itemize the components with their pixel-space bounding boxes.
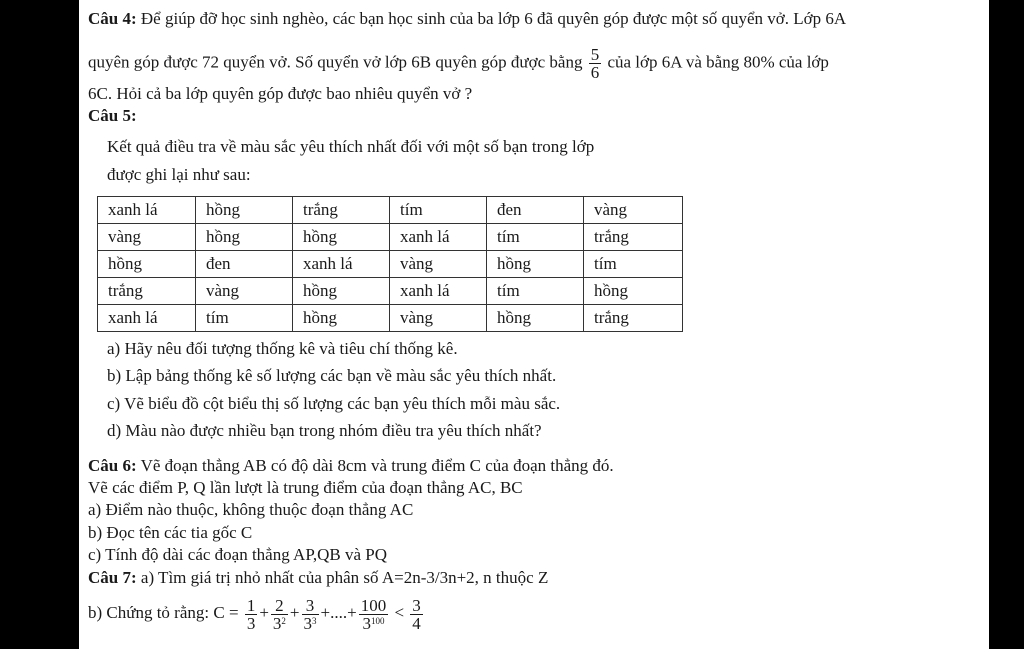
q7-c-equals: C = [213,603,239,622]
table-cell: vàng [196,278,293,305]
q4-fraction-denominator: 6 [590,63,600,82]
cropped-top-text-fragment [79,0,989,3]
q7-series-term [245,597,258,632]
table-cell: xanh lá [98,305,196,332]
q7-term-denominator [271,615,288,632]
table-cell: tím [584,251,683,278]
q4-label: Câu 4: [88,9,137,28]
color-survey-table [97,196,683,332]
q7-term-base: 3 [272,613,282,633]
q6-line-2: Vẽ các điểm P, Q lần lượt là trung điểm của đoạn thẳng AC, BC [88,478,523,497]
q4-line-2 [88,46,829,81]
q7-rhs-numerator: 3 [412,595,421,615]
table-cell: tím [196,305,293,332]
q7-term-base: 3 [246,613,256,633]
table-cell: xanh lá [293,251,390,278]
table-cell: đen [487,197,584,224]
table-cell: trắng [98,278,196,305]
q5-part-a: a) Hãy nêu đối tượng thống kê và tiêu chí thống kê. [107,339,458,358]
q7-part-a: a) Tìm giá trị nhỏ nhất của phân số A=2n-3/3n+2, n thuộc Z [140,568,549,587]
q7-term-denominator [359,615,389,632]
q4-text-2b: của lớp 6A và bằng 80% của lớp [607,52,829,72]
q5-label: Câu 5: [88,106,137,125]
q7-term-denominator [302,615,319,632]
table-cell: hồng [98,251,196,278]
table-cell: trắng [584,305,683,332]
q7-series-term [302,597,319,632]
table-cell: hồng [487,251,584,278]
q5-intro-2: được ghi lại như sau: [107,165,251,184]
q5-part-d: d) Màu nào được nhiều bạn trong nhóm điều tra yêu thích nhất? [107,421,542,440]
q5-intro-1: Kết quả điều tra về màu sắc yêu thích nhất đối với một số bạn trong lớp [107,137,595,156]
q7-line-b [88,593,425,633]
q4-fraction-numerator: 5 [590,45,600,64]
table-cell: vàng [390,251,487,278]
q7-rhs-denominator: 4 [412,613,421,633]
table-row [98,278,683,305]
q5-part-c: c) Vẽ biểu đồ cột biểu thị số lượng các bạn yêu thích mỗi màu sắc. [107,394,561,413]
q6-text-1: Vẽ đoạn thẳng AB có độ dài 8cm và trung điểm C của đoạn thẳng đó. [140,456,614,475]
q7-term-denominator [245,615,258,632]
table-cell: hồng [293,224,390,251]
table-cell: hồng [293,278,390,305]
q7-term-base: 3 [362,613,371,633]
q7-line-a [88,568,548,588]
q6-line-1 [88,456,614,476]
table-row [98,224,683,251]
table-cell: hồng [293,305,390,332]
table-cell: hồng [196,197,293,224]
q7-series-ellipsis: +....+ [320,603,357,622]
q7-series-term [359,597,389,632]
q4-text-2a: quyên góp được 72 quyển vở. Số quyển vở lớp 6B quyên góp được bằng [88,52,583,72]
q7-term-exponent: 100 [370,615,385,626]
table-cell: đen [196,251,293,278]
q7-term-numerator: 3 [302,597,319,615]
table-cell: vàng [390,305,487,332]
table-row [98,251,683,278]
table-cell: tím [487,278,584,305]
left-black-margin [0,0,79,649]
q7-series [243,595,390,633]
q7-part-b-prefix: b) Chứng tỏ rằng: [88,603,210,622]
table-cell: tím [390,197,487,224]
q4-line-3: 6C. Hỏi cả ba lớp quyên góp được bao nhiêu quyển vở ? [88,84,473,103]
table-row [98,305,683,332]
table-cell: xanh lá [390,224,487,251]
table-cell: trắng [293,197,390,224]
q7-series-plus: + [259,603,269,622]
table-cell: xanh lá [98,197,196,224]
table-cell: vàng [584,197,683,224]
q7-term-numerator: 1 [246,595,256,615]
q6-part-c: c) Tính độ dài các đoạn thẳng AP,QB và PQ [88,545,388,564]
document-page [79,0,989,649]
q4-fraction [589,46,602,81]
q7-term-exponent: 2 [281,615,286,626]
q6-part-b: b) Đọc tên các tia gốc C [88,523,253,542]
q7-series-plus: + [289,603,300,622]
q6-label: Câu 6: [88,456,137,475]
q7-term-exponent: 3 [312,615,317,626]
table-row [98,197,683,224]
q7-label: Câu 7: [88,568,137,587]
right-black-margin [989,0,1024,649]
q5-part-b: b) Lập bảng thống kê số lượng các bạn về màu sắc yêu thích nhất. [107,366,557,385]
table-cell: hồng [584,278,683,305]
table-cell: vàng [98,224,196,251]
table-cell: hồng [487,305,584,332]
q7-term-numerator: 100 [360,595,387,615]
q6-part-a: a) Điểm nào thuộc, không thuộc đoạn thẳng AC [88,500,414,519]
table-cell: xanh lá [390,278,487,305]
table-cell: hồng [196,224,293,251]
table-cell: trắng [584,224,683,251]
table-cell: tím [487,224,584,251]
q4-line-1 [88,9,846,29]
q7-less-than: < [394,603,405,622]
q7-series-term [271,597,288,632]
q7-term-base: 3 [303,613,312,633]
q7-rhs-fraction [410,597,423,632]
q7-term-numerator: 2 [271,597,288,615]
q4-text-1: Để giúp đỡ học sinh nghèo, các bạn học sinh của ba lớp 6 đã quyên góp được một số quyển vở. Lớp 6A [140,9,847,28]
